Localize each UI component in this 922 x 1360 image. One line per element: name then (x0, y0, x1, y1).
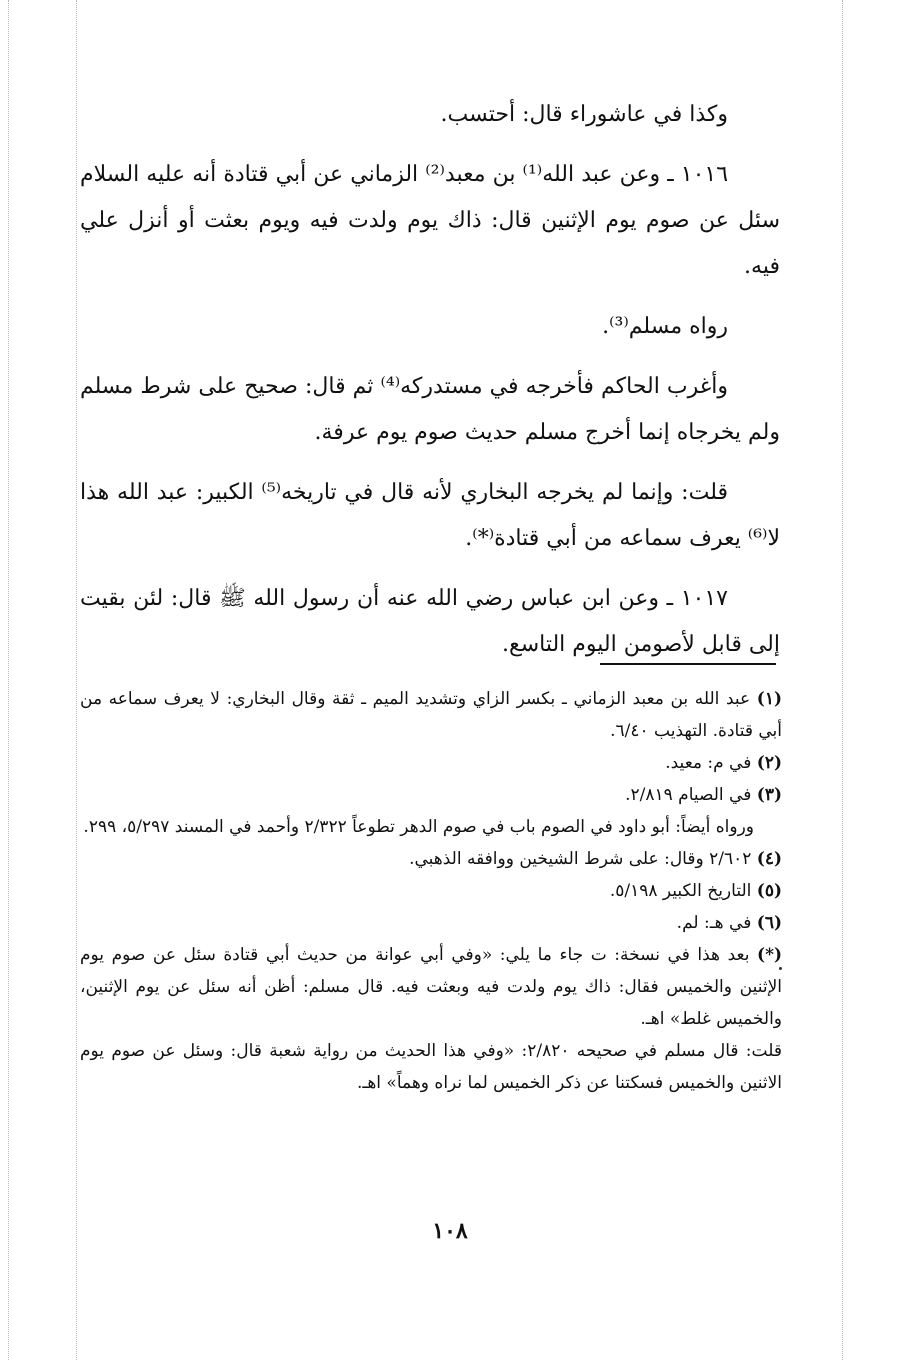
page-number: ١٠٨ (432, 1218, 468, 1244)
paragraph: وكذا في عاشوراء قال: أحتسب. (440, 102, 728, 127)
footnote (80, 875, 782, 907)
footnote-separator (600, 663, 776, 665)
scan-guide-line (76, 0, 77, 1360)
footnote-text: التاريخ الكبير ٥/١٩٨. (609, 881, 752, 901)
footnote-text: في م: معيد. (665, 753, 752, 773)
footnote-number: (٤) (756, 849, 782, 869)
footnote-text: في هـ: لم. (676, 913, 752, 933)
footnote-number: (٣) (756, 785, 782, 805)
paragraph: وأغرب الحاكم فأخرجه في مستدركه⁽⁴⁾ ثم قال: صحيح على شرط مسلم ولم يخرجاه إنما أخرج مسلم حديث صوم يوم عرفة. (80, 374, 780, 445)
footnote (80, 779, 782, 811)
footnote-text: بعد هذا في نسخة: ت جاء ما يلي: «وفي أبي عوانة من حديث أبي قتادة سئل عن صوم يوم الإثنين والخميس فقال: ذاك يوم ولدت فيه وبعثت فيه. قال مسلم: أظن أنه سئل عن يوم الإثنين، والخميس غلط» اهـ. (80, 945, 782, 1029)
paragraph: رواه مسلم⁽³⁾. (602, 314, 728, 339)
footnote-text: ٢/٦٠٢ وقال: على شرط الشيخين ووافقه الذهبي. (409, 849, 752, 869)
footnote (80, 843, 782, 875)
footnote-continuation: قلت: قال مسلم في صحيحه ٢/٨٢٠: «وفي هذا الحديث من رواية شعبة قال: وسئل عن صوم يوم الاثنين والخميس فسكتنا عن ذكر الخميس لما نراه وهماً» اهـ. (80, 1041, 782, 1093)
footnote-text: عبد الله بن معبد الزماني ـ بكسر الزاي وتشديد الميم ـ ثقة وقال البخاري: لا يعرف سماعه من أبي قتادة. التهذيب ٦/٤٠. (80, 689, 782, 741)
footnotes (80, 683, 782, 1099)
footnote-text: في الصيام ٢/٨١٩. (625, 785, 752, 805)
paragraph: قلت: وإنما لم يخرجه البخاري لأنه قال في تاريخه⁽⁵⁾ الكبير: عبد الله هذا لا⁽⁶⁾ يعرف سماعه من أبي قتادة⁽*⁾. (80, 480, 780, 551)
footnote-number: (*) (757, 945, 783, 965)
footnote-number: (١) (756, 689, 783, 709)
footnote (80, 907, 782, 939)
footnote-continuation: ورواه أيضاً: أبو داود في الصوم باب في صوم الدهر تطوعاً ٢/٣٢٢ وأحمد في المسند ٥/٢٩٧، ٢٩٩. (83, 817, 754, 837)
scan-guide-line (842, 0, 843, 1360)
scan-speck (779, 967, 782, 970)
footnote-number: (٦) (756, 913, 782, 933)
hadith-1017: ١٠١٧ ـ وعن ابن عباس رضي الله عنه أن رسول الله ﷺ قال: لئن بقيت إلى قابل لأصومن اليوم التاسع. (80, 586, 780, 657)
footnote-number: (٢) (756, 753, 782, 773)
hadith-1016: ١٠١٦ ـ وعن عبد الله⁽¹⁾ بن معبد⁽²⁾ الزماني عن أبي قتادة أنه عليه السلام سئل عن صوم يوم الإثنين قال: ذاك يوم ولدت فيه ويوم بعثت أو أنزل علي فيه. (80, 162, 780, 279)
footnote (80, 747, 782, 779)
footnote (80, 683, 782, 747)
scan-guide-line (8, 0, 9, 1360)
footnote (80, 939, 782, 1035)
main-text (80, 92, 780, 682)
footnote-number: (٥) (756, 881, 782, 901)
